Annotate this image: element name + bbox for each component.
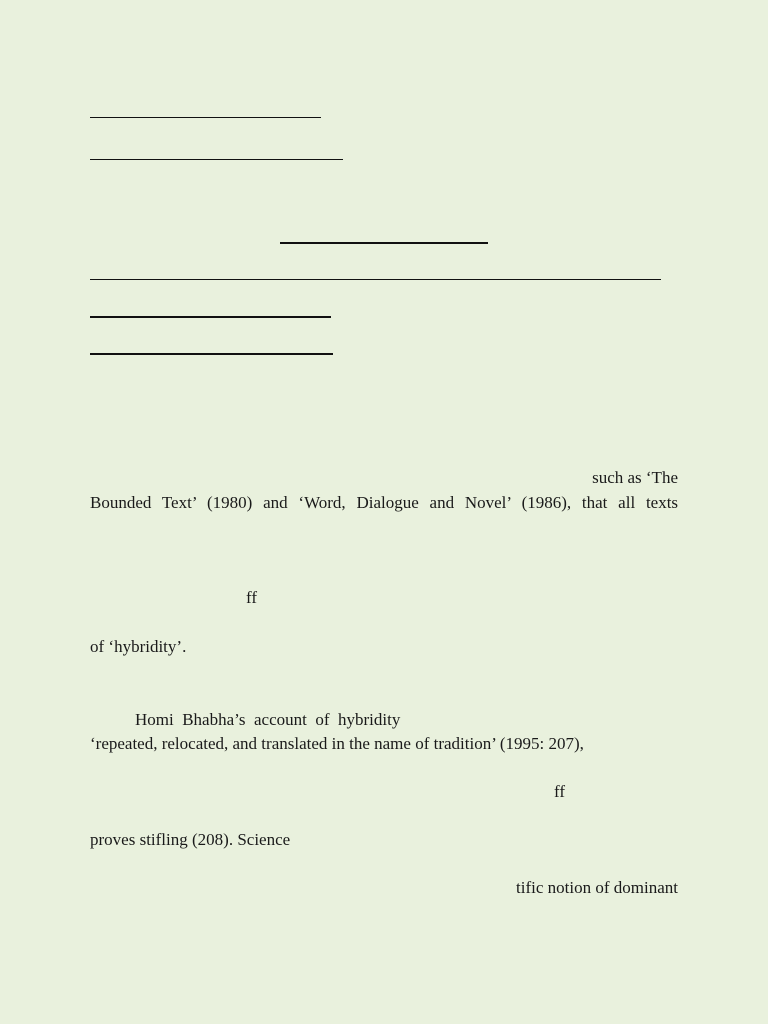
text-such-as: such as ‘The (592, 468, 678, 487)
word: Novel’ (464, 493, 511, 512)
word: Bounded (90, 493, 152, 512)
word: Dialogue (356, 493, 419, 512)
word: all (618, 493, 636, 512)
text-hybridity: of ‘hybridity’. (90, 637, 187, 656)
full-width-underline (90, 279, 661, 280)
underline-2 (90, 159, 343, 160)
underline-1 (90, 117, 321, 118)
underline-4 (90, 353, 333, 355)
text-repeated: ‘repeated, relocated, and translated in the name of tradition’ (1995: 207), (90, 734, 584, 753)
word: ‘Word, (298, 493, 346, 512)
word: (1980) (207, 493, 253, 512)
word: texts (645, 493, 679, 512)
word: and (429, 493, 455, 512)
word: that (581, 493, 608, 512)
text-bounded-line (90, 493, 678, 513)
word: and (263, 493, 288, 512)
word: Text’ (161, 493, 197, 512)
text-ff-1: ff (246, 588, 258, 607)
heading-underline (280, 242, 488, 244)
text-ff-2: ff (554, 782, 566, 801)
text-tific: tific notion of dominant (516, 878, 678, 897)
word: (1986), (521, 493, 572, 512)
underline-3 (90, 316, 331, 318)
text-stifling: proves stifling (208). Science (90, 830, 291, 849)
text-homi-bhabha: Homi Bhabha’s account of hybridity (135, 710, 401, 729)
